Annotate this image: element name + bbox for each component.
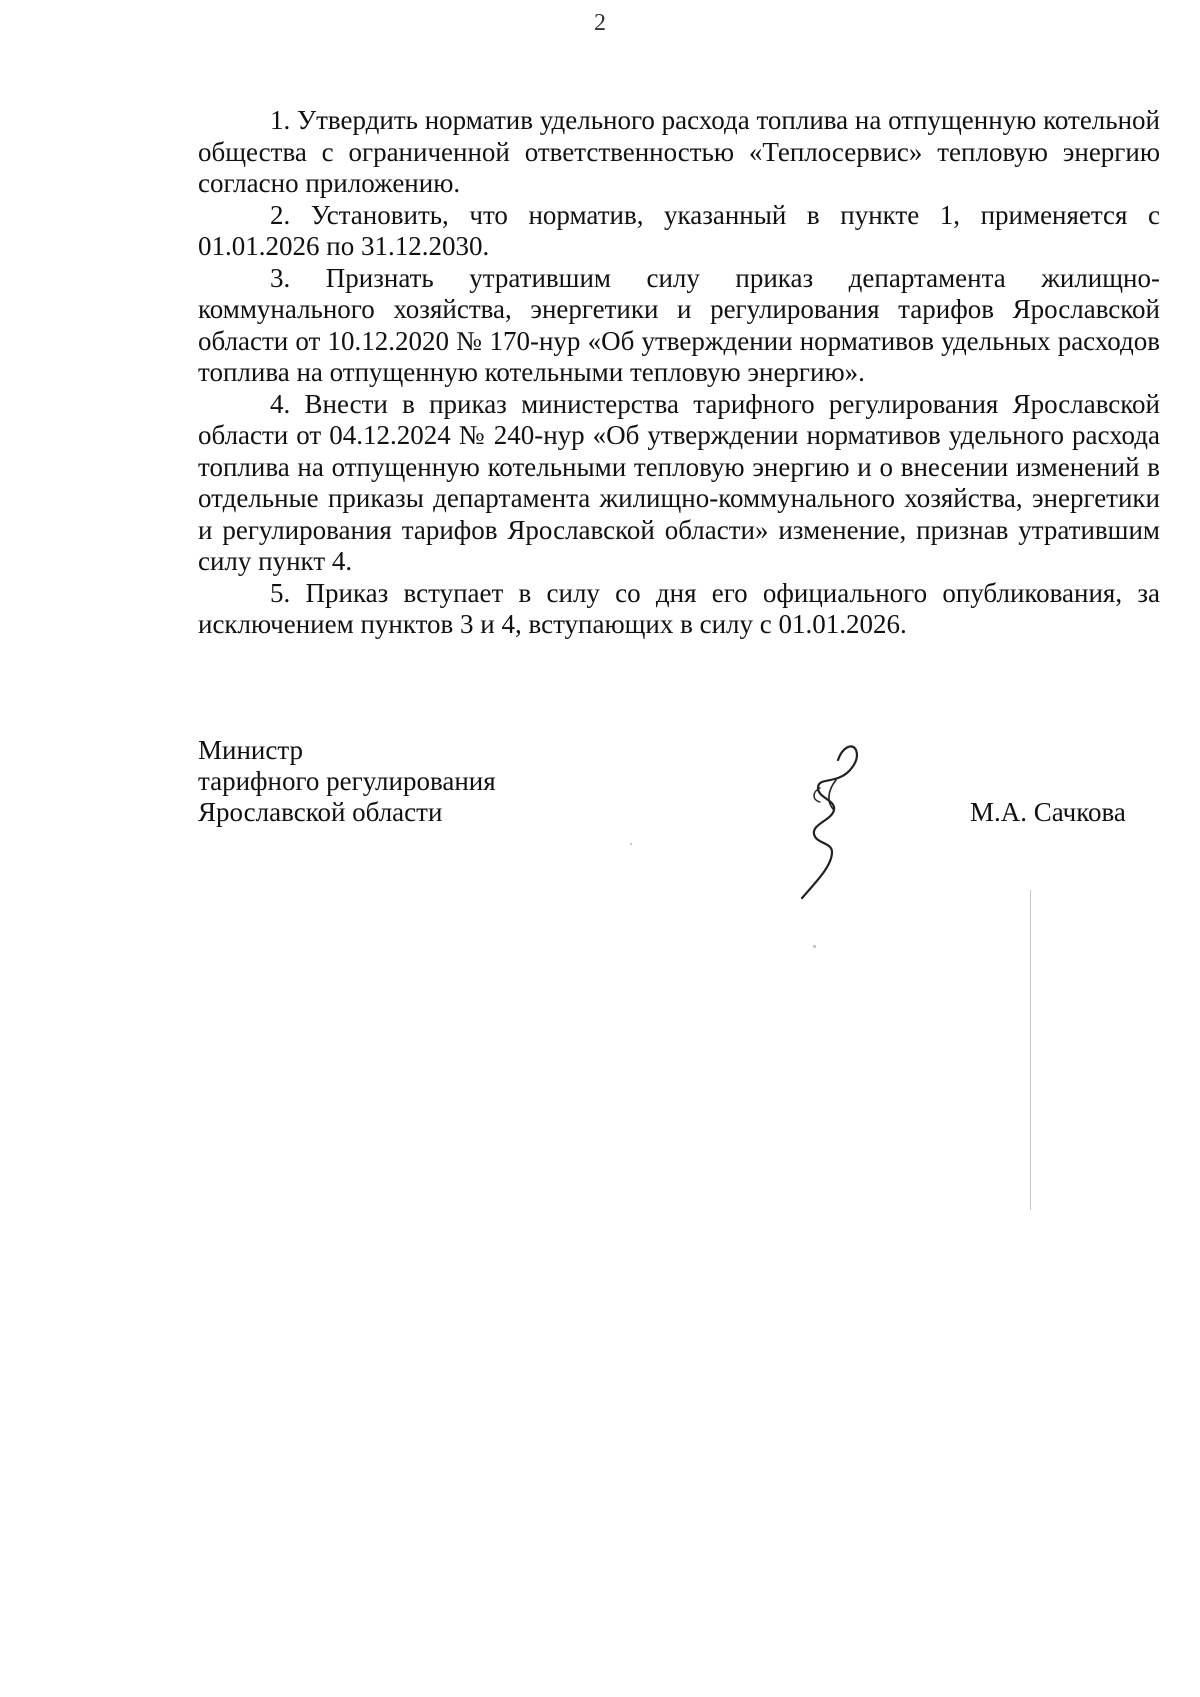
scan-artifact-dot [630,843,632,845]
paragraph-1: 1. Утвердить норматив удельного расхода топлива на отпущенную котельной общества с ограниченной ответственностью «Теплосервис» тепловую энергию согласно приложению. [198,105,1160,198]
signatory-name: М.А. Сачкова [970,797,1126,827]
scan-artifact-dot [813,945,816,948]
page-number: 2 [594,10,606,36]
signatory-title-line-1: Министр [198,735,303,765]
paragraph-2: 2. Установить, что норматив, указанный в пункте 1, применяется с 01.01.2026 по 31.12.2030. [198,199,1160,261]
paragraph-3: 3. Признать утратившим силу приказ департамента жилищно-коммунального хозяйства, энергетики и регулирования тарифов Ярославской области от 10.12.2020 № 170-нур «Об утверждении нормативов удельных расходов топлива на отпущенную котельными тепловую энергию». [198,262,1160,387]
document-body [198,105,1160,641]
signatory-title [198,735,496,828]
signatory-title-line-2: тарифного регулирования [198,766,496,796]
signatory-title-line-3: Ярославской области [198,797,443,827]
handwritten-signature-icon [790,740,900,905]
scan-artifact-line [1030,890,1031,1210]
paragraph-4: 4. Внести в приказ министерства тарифного регулирования Ярославской области от 04.12.2024 № 240-нур «Об утверждении нормативов удельного расхода топлива на отпущенную котельными тепловую энергию и о внесении изменений в отдельные приказы департамента жилищно-коммунального хозяйства, энергетики и регулирования тарифов Ярославской области» изменение, признав утратившим силу пункт 4. [198,388,1160,576]
paragraph-5: 5. Приказ вступает в силу со дня его официального опубликования, за исключением пунктов 3 и 4, вступающих в силу с 01.01.2026. [198,577,1160,639]
